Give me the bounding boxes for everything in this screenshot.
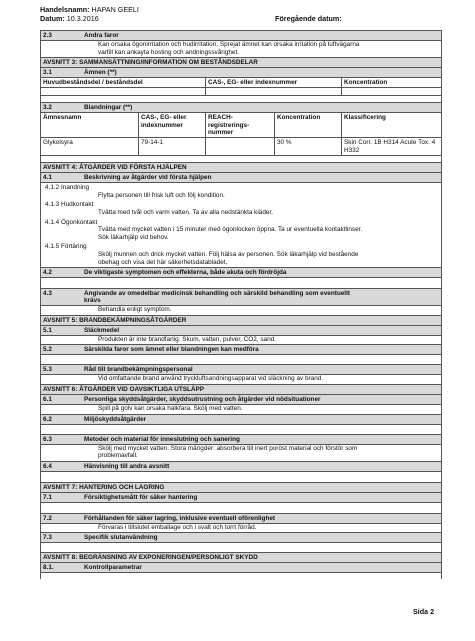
subsection-6-2-header <box>40 414 442 425</box>
column-header: Ämnesnamn <box>41 113 139 137</box>
subsection-title: Miljöskyddsåtgärder <box>84 415 147 423</box>
document-header <box>40 5 139 23</box>
subsection-4-1-header <box>40 173 442 183</box>
mixtures-table-header <box>40 113 442 138</box>
inhalation-label: 4.1.2 Inandning <box>40 183 442 192</box>
subsection-number: 3.2 <box>43 104 52 112</box>
subsection-6-1-header <box>40 395 442 405</box>
subsection-5-3-header <box>40 364 442 375</box>
subsection-number: 5.1 <box>43 326 52 334</box>
eye-contact-label: 4.1.4 Ögonkontakt <box>40 218 442 227</box>
column-header: CAS-, EG- eller indexnummer <box>139 113 206 137</box>
section-6-header <box>40 384 442 395</box>
column-header: Huvudbeståndsdel / beståndsdel <box>41 78 206 87</box>
subsection-title <box>82 289 441 305</box>
table-cell: 79-14-1 <box>139 138 206 155</box>
eye-contact-text <box>40 226 442 242</box>
subsection-title: Metoder och material för inneslutning och sanering <box>84 435 240 443</box>
subsection-5-3-text: Vid omfattande brand använd tryckluftsandningsapparat vid släckning av brand. <box>40 375 442 384</box>
text-line: obehag och visa det här säkerhetsdatabladet. <box>98 258 228 266</box>
subsection-7-1-header <box>40 493 442 503</box>
product-name-label: Handelsnamn: <box>40 5 90 14</box>
subsection-number: 7.1 <box>43 493 52 501</box>
subsection-7-2-header <box>40 513 442 524</box>
subsection-title: De viktigaste symptomen och effekterna, både akuta och fördröjda <box>84 269 287 277</box>
page-number: Sida 2 <box>413 607 435 616</box>
subsection-number: 2.3 <box>43 32 52 39</box>
subsection-title: Ämnen (**) <box>84 69 117 77</box>
text-line: Tvätta med mycket vatten i 15 minuter med ögonlocken öppna. Ta ur eventuella kontaktlinser. <box>98 226 363 234</box>
section-title: AVSNITT 7: HANTERING OCH LAGRING <box>43 483 165 491</box>
text-line: problemavfall. <box>98 452 138 460</box>
previous-date-label: Föregående datum: <box>275 14 342 23</box>
subsection-6-3-text <box>40 445 442 461</box>
subsection-number: 6.2 <box>43 415 52 423</box>
product-name-value: HAPAN GEELI <box>91 5 139 14</box>
skin-contact-text: Tvätta med tvål och varm vatten. Ta av alla nedstänkta kläder. <box>40 209 442 218</box>
skin-contact-label: 4.1.3 Hudkontakt <box>40 200 442 209</box>
ingestion-label: 4.1.5 Förtäring <box>40 242 442 251</box>
subsection-title: Släckmedel <box>84 326 120 334</box>
text-line: Skölj munnen och drick mycket vatten. Följ hälsa av personen. Sök läkarhjälp vid bestående <box>98 250 359 258</box>
subsection-title: Förhållanden för säker lagring, inklusive eventuell oförenlighet <box>84 514 276 522</box>
subsection-number: 4.2 <box>43 269 52 277</box>
section-3-header <box>40 57 442 68</box>
column-header: Koncentration <box>275 113 342 137</box>
substances-table-header <box>40 78 442 88</box>
subsection-4-2-header <box>40 267 442 278</box>
section-title: AVSNITT 8: BEGRÄNSNING AV EXPONERINGEN/PERSONLIGT SKYDD <box>43 554 258 562</box>
subsection-title: Blandningar (**) <box>84 104 133 112</box>
title-line: krävs <box>84 297 101 305</box>
column-header: CAS-, EG- eller indexnummer <box>206 78 342 87</box>
subsection-title: Hänvisning till andra avsnitt <box>84 462 170 470</box>
subsection-title: Andra faror <box>84 32 119 39</box>
ingestion-text <box>40 251 442 267</box>
subsection-number: 6.3 <box>43 435 52 443</box>
subsection-6-4-header <box>40 461 442 472</box>
subsection-5-1-text: Produkten är inte brandfarlig. Skum, vatten, pulver, CO2, sand. <box>40 336 442 345</box>
subsection-4-3-text: Behandla enligt symptom. <box>40 306 442 315</box>
subsection-number: 6.4 <box>43 462 52 470</box>
column-header: Klassificering <box>344 114 386 122</box>
subsection-number: 7.3 <box>43 534 52 542</box>
subsection-number: 4.3 <box>43 290 52 298</box>
subsection-7-3-header <box>40 532 442 543</box>
subsection-5-2-header <box>40 344 442 355</box>
subsection-number: 5.2 <box>43 346 52 354</box>
subsection-2-3-header <box>40 30 442 41</box>
column-header: Koncentration <box>344 79 388 87</box>
subsection-number: 6.1 <box>43 395 52 403</box>
section-4-header <box>40 162 442 173</box>
table-cell <box>206 138 275 155</box>
section-7-header <box>40 482 442 493</box>
date-label: Datum: <box>40 14 65 23</box>
table-cell: Glykolsyra <box>41 138 139 155</box>
text-line: Skölj med mycket vatten. Stora mängder: absorbera till inert poröst material och förstör som <box>98 444 358 452</box>
section-title: AVSNITT 3: SAMMANSÄTTNING/INFORMATION OM BESTÅNDSDELAR <box>43 59 258 67</box>
subsection-number: 8.1. <box>43 564 54 572</box>
subsection-title: Beskrivning av åtgärder vid första hjälpen <box>84 174 212 182</box>
subsection-2-3-text <box>40 41 442 57</box>
subsection-title: Kontrollparametrar <box>84 564 142 572</box>
column-header: REACH-registrerings-nummer <box>206 113 275 137</box>
section-title: AVSNITT 4: ÅTGÄRDER VID FÖRSTA HJÄLPEN <box>43 164 187 172</box>
table-cell: 30 % <box>275 138 342 155</box>
mixtures-table-row <box>40 138 442 156</box>
text-line: varfill kan ankayta hosting och andningssvårighet. <box>98 48 240 56</box>
subsection-4-3-header <box>40 288 442 306</box>
text-line: Kan orsaka ögonirritation och hudirritation. Sprejat ämnet kan orsaka irritation på luftvägarna <box>98 41 360 48</box>
inhalation-text: Flytta personen till frisk luft och följ kondition. <box>40 192 442 201</box>
subsection-6-3-header <box>40 434 442 445</box>
subsection-title: Råd till brandbekämpningspersonal <box>84 366 193 374</box>
subsection-title: Försiktighetsmått för säker hantering <box>84 493 198 501</box>
subsection-number: 5.3 <box>43 366 52 374</box>
date-value: 10.3.2016 <box>66 14 99 23</box>
subsection-6-1-text: Spill på golv kan orsaka halkfara. Skölj med vatten. <box>40 405 442 414</box>
substances-table-empty-row <box>40 88 442 96</box>
sds-content <box>40 30 442 579</box>
section-8-header <box>40 552 442 563</box>
subsection-title: Personliga skyddsåtgärder, skyddsutrustning och åtgärder vid nödsituationer <box>84 395 321 403</box>
subsection-7-2-text: Förvaras i tillslutet emballage och i svalt och torrt förråd. <box>40 524 442 533</box>
subsection-title: Särskilda faror som ämnet eller blandningen kan medföra <box>84 346 259 354</box>
subsection-number: 7.2 <box>43 514 52 522</box>
subsection-number: 3.1 <box>43 69 52 77</box>
subsection-title: Specifik slutanvändning <box>84 534 158 542</box>
title-line: Angivande av omedelbar medicinsk behandling och särskild behandling som eventuellt <box>84 290 350 298</box>
text-line: Sök läkarhjälp vid behov. <box>98 233 169 241</box>
subsection-5-1-header <box>40 326 442 336</box>
subsection-8-1-header <box>40 563 442 573</box>
subsection-3-1-header <box>40 68 442 78</box>
table-cell: Skin Corr. 1B H314 Acute Tox. 4 H332 <box>344 139 436 154</box>
section-title: AVSNITT 6: ÅTGÄRDER VID OAVSIKTLIGA UTSLÄPP <box>43 385 205 393</box>
subsection-number: 4.1 <box>43 174 52 182</box>
section-5-header <box>40 315 442 326</box>
subsection-3-2-header <box>40 102 442 113</box>
section-title: AVSNITT 5: BRANDBEKÄMPNINGSÅTGÄRDER <box>43 316 187 324</box>
